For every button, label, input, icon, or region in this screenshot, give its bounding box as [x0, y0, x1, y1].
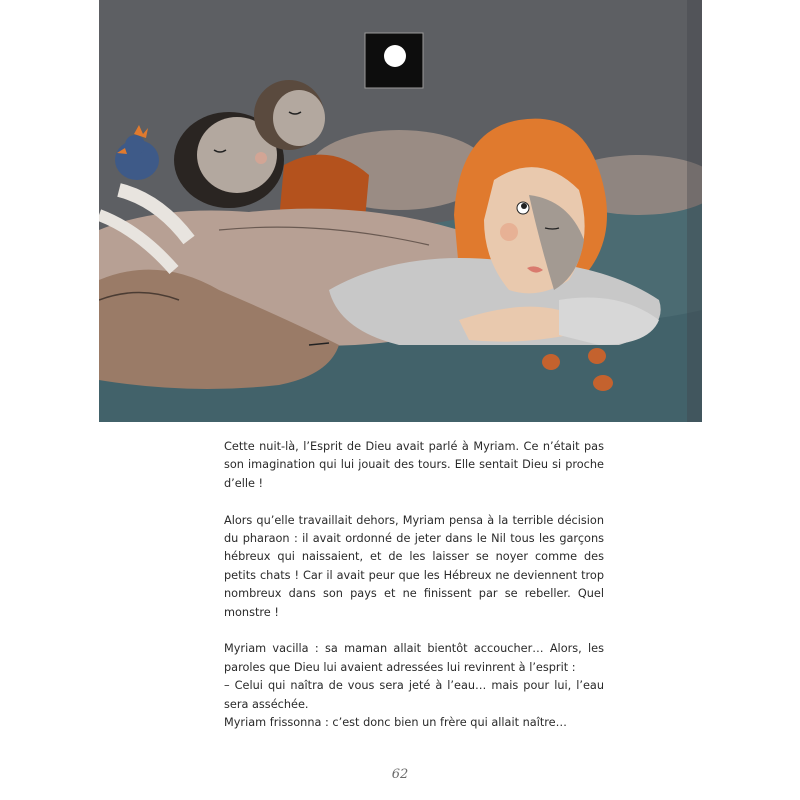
story-illustration	[99, 0, 702, 422]
paragraph-1: Cette nuit-là, l’Esprit de Dieu avait parlé à Myriam. Ce n’était pas son imagination qui lui jouait des tours. Elle sentait Dieu si proche d’elle !	[224, 440, 604, 490]
story-text	[224, 438, 604, 732]
paragraph-2: Alors qu’elle travaillait dehors, Myriam pensa à la terrible décision du pharaon : il avait ordonné de jeter dans le Nil tous les garçons hébreux qui naissaient, et de les laisser se noyer comme des petits chats ! Car il avait peur que les Hébreux ne deviennent trop nombreux dans son pays et ne finissent par se rebeller. Quel monstre !	[224, 513, 604, 619]
page-number: 62	[391, 767, 409, 782]
dialogue-line: – Celui qui naîtra de vous sera jeté à l’eau… mais pour lui, l’eau sera asséchée.	[224, 679, 604, 711]
paragraph-3: Myriam vacilla : sa maman allait bientôt accoucher… Alors, les paroles que Dieu lui avaient adressées lui revinrent à l’esprit :	[224, 642, 604, 674]
moon-window-icon	[365, 33, 423, 88]
closing-line: Myriam frissonna : c’est donc bien un frère qui allait naître…	[224, 716, 567, 730]
